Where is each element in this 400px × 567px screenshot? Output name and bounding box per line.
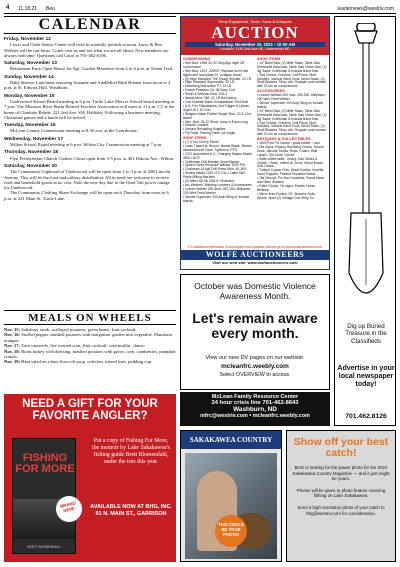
meal-menu: Taco casserole, fire roasted corn, fruit cocktail, corn muffin, churro. [21,343,146,349]
auction-item: • Win. Mod. 94 22 Short, Long or Extra Long [183,119,248,124]
auction-item: • (7) 4 Ton Cherry Picker [183,140,219,145]
auction-kicker: Shop Equipment, Tools, Guns & Antiques [218,19,292,24]
auction-item: • A.H. Fox Philadelphia, 2nd Trigger & Lyman Sight US 1 10 Gun [183,103,249,112]
auction-item: • Old Decoys, Pin Boo Doodlebs, Pencil Meter and Stein Glasses [257,176,325,185]
dv-website[interactable]: mcleanfrc.weebly.com [221,363,289,370]
calendar-entry: Lewis and Clark Senior Center will hold its monthly potluck at noon. Larry & Bea Wellner will be our hosts. Come visit us and see what we are all about. New members are always welcome. Questions call Carol at 701-462-8106. [4,42,169,58]
frc-contact[interactable]: mfrc@westriv.com • mcleanfrc.weebly.com [200,413,310,419]
meal-menu: Stuffed pepper, mashed potatoes with margarine, garden mix vegetable, Mandarin oranges. [4,332,172,343]
spade-icon [343,23,389,313]
auction-item: • Arc Welders, Welding Lumbers & Accessories [183,183,252,187]
classifieds-line-1: Dig up Buried Treasure in the Classifieds [345,323,387,345]
fishing-book-ad [4,394,176,562]
section-label: Beu [46,6,55,12]
meal-item [4,332,176,343]
auction-item: • 1949 Ford Trl. tractor - good rubber - runs [257,141,320,146]
auction-item: • Chainsaw 16 spd Drill Press Mod. 40-160 [183,167,246,172]
auction-column-right [257,57,327,201]
family-resource-center-ad [180,392,330,426]
calendar-day: Tuesday, November 16 [4,123,56,129]
auction-item: • Fitted Clocks, Tin signs, Painter Horse Bellsled [257,184,315,192]
meal-date: Nov. 16: [4,332,21,338]
auction-item: • Speed Creek Pressure Washer 3000 PSI [183,163,246,168]
auction-item: • Carl Gustafs Stads Gevarsfaktori 1916 Bolt [183,99,249,104]
auction-item: • Craftsman Drill Breaker Snow Blower [183,159,240,164]
auction-location: Location: 1140 2nd Ave NE, Underwood ND [220,47,290,51]
catch-paragraph-3: Send a high resolution photo of your catch to bhg@westriv.com for consideration. [297,504,385,516]
calendar-entry: Retirement Party Open House for Sgt. Gordon Maisterre from 2 to 6 p.m. at Totten Trail. [10,66,174,72]
auction-item: • Slate coffee table - heavy, Oak Tables & Chairs - Hutch, drilled oil Crock, Wood Boxes, Gun Cases [257,156,324,169]
dv-line-2: Let's remain aware every month. [192,310,318,341]
frc-city: Washburn, ND [233,406,277,413]
auction-listings [183,57,327,245]
meals-title: MEALS ON WHEELS [4,311,176,325]
auction-item: • Fewen Firearms Co. 36 Navy Colt [183,88,235,93]
meal-date: Nov. 18: [4,348,21,354]
calendar-body [4,37,176,201]
classifieds-ad [334,16,396,426]
auction-item: • (2) High Standard The Shoop Shooter .22 LR [183,76,252,81]
auction-column-left [183,57,253,204]
calendar-entry: McLean County Commission meeting at 8:30 a.m. at the Courthouse. [10,128,138,134]
auction-item: • (2) Miller AE-Nil 200LE Generator [183,179,235,184]
catch-paragraph-1: BHG is looking for the power photo for the 2022 Sakakawea Country Magazine — and it just might be yours. [292,465,390,482]
page-number: 4 [6,5,10,11]
classifieds-line-2: Advertise in your local newspaper today! [337,365,395,389]
calendar-day: Saturday, November 20 [4,163,57,169]
auction-category: SHOP ITEMS [183,136,207,141]
meal-item [4,359,176,364]
frc-hotline: 24 hour crisis line 701-462-8643 [211,400,299,406]
calendar-day: Saturday, November 13 [4,61,57,67]
auction-category: ACCESSORIES [257,89,285,94]
dv-line-5: Select OVERVIEW to access. [219,372,291,378]
auction-item: • Various Reloading Supplies [183,127,226,132]
auction-item: • Lawn Tractor w. Broom, Mower Blade, Blower Attachment for Garb. System w. PTO [183,143,252,152]
auctioneer-name: WOLFE AUCTIONEERS [181,250,329,260]
fishing-availability: AVAILABLE NOW AT BHG, INC. 91 N. MAIN ST., GARRISON [90,504,172,517]
auction-item: • Steiner Superwire 100 Amp Wing w/ include stands [257,100,324,109]
auction-item: • Mossberg Bolt Action PT. 22 LR [183,84,232,89]
auction-category: GUNS/FISHING [183,57,211,61]
calendar-entry: The Community Cupboard of Underwood will be open from 1 to 3 p.m. at 208 Lincoln Avenue. This will be the food and toiletry distribution. All in need are welcome to receive food and household goods at no cost. Note the new day due to the Otter Tail power outage for Underwood. [4,169,171,191]
calendar-day: Friday, November 12 [4,37,51,42]
catch-paragraph-2: Photos will be given to photo feature covering fishing on Lake Sakakawea. [296,487,386,499]
calendar-section [4,16,176,306]
calendar-entry: The Community Clothing Share Exchange will be open each Thursday from noon to 6 p.m. at 221 Main St. Turtle Lake. [4,190,169,201]
calendar-title: CALENDAR [4,16,176,34]
auction-item: • Smithy Midas 1220 LTD 3 in 1 Lathe Drill Press Milling Machine [183,171,245,180]
meal-menu: Ham salad on a bun, broccoli soup, coleslaw, mixed fruit, pudding cup. [21,359,153,365]
calendar-entry: First Presbyterian Church Clothes Closet open from 3-5 p.m. at 401 Dakota Ave., Wilton. [10,155,175,161]
frc-name: McLean Family Resource Center [211,394,299,400]
meal-menu: Roast turkey with dressing, mashed potatoes with gravy, corn, cranberries, pumpkin crunch. [4,348,176,360]
auction-item: • Tool Chests, Grinders, Drill Press, Mult. Sanders, Various Hand Tools, Wood Saws, (2) Shrill Blowers, Shop-Vac, Snapper push mower with 22 ton air compressors [257,120,327,137]
calendar-entry: Baby Shower Luncheon honoring Amanda and AdaBethel Ruth Bohner from noon to 2 p.m. at St. Edwins Hall, Washburn. [4,80,171,91]
meal-date: Nov. 15: [4,327,21,332]
auction-item: • Steiner Superwire 100 Amp Wing w/ include stands [183,194,250,203]
book-title: FISHING FOR MORE [15,452,75,475]
magazine-masthead: SAKAKAWEA COUNTRY [181,431,281,449]
meal-date: Nov. 17: [4,343,21,349]
auction-item: • Smith & Wesson Mod. 22A-1 [183,92,228,97]
auction-item: • Muzzle Loaders [183,123,209,128]
auction-ad [180,16,330,270]
auction-title: AUCTION [211,23,299,42]
auction-item: • Mirror from Funkcy, NT. Workers Tools, Sports, Sport (2) Vintage Curl Sling Tin [257,191,316,200]
auction-date: Saturday, November 20, 2021 • 10:00 AM [185,42,325,47]
auction-item: • Fly Rods, Fishing Poles, Ice Auger [183,131,236,136]
auction-item: • Lincoln Weldan 250 mod. 250-250, Millpower 250 Wire Feed Welder [257,93,325,102]
dv-line-1: October was Domestic Violence Awareness Month. [194,281,316,301]
contact-email[interactable]: leadernews@westriv.com [337,6,394,12]
auction-item: • Turkish Copper Pots, Wood Rocker, Kovelta Hand Puppets, Painted Porcelain Bowls [257,168,324,177]
auction-item: • 14" Band Saw, (2) Miter Saws, Table Saw, Homecraft band saw, Table Saw Chain Saw, (2) Jig Saws, Craftsman & Kobalts Band Saw [257,60,327,73]
book-author: BRETT BLOMENDAHL [27,545,61,549]
calendar-day: Sunday, November 14 [4,74,54,80]
auction-item: • Win Mod. 1894 30-30 Tang App sight 26" round barrel [183,60,245,69]
your-photo-badge: THIS COULD BE YOUR PHOTO! [215,515,247,547]
auction-item: • Old Signs, Pottery, Butchling Crocks, School Desk, Various Trunks, Rods, Chairs, Wall Lamps, Old Tools, Clocks [257,144,324,157]
fishing-headline: NEED A GIFT FOR YOUR FAVORITE ANGLER? [22,398,158,422]
issue-date: 11.18.21 [18,6,38,12]
meal-date: Nov. 19: [4,359,21,365]
meals-body [4,327,176,365]
calendar-entry: Underwood School Board meeting at 6 p.m. Turtle Lake-Mercer School board meeting at 7 p.m. The Missouri River Basin Retired Teachers Association will meet at 11 a.m. CT at the home of Charlotte Rohde, 221 2nd Ave. SW, Halliday. Following a business meeting, Christmas games and a lunch will be served. [4,98,175,120]
auction-item: • Tool Chests, Grinders, Drill Press, Mult. Sanders, Various Hand Tools, Wood Saws, (2) Shrill Blowers, Shop-Vac, Snapper push mower with 22 ton air compressors [257,72,327,89]
page-header [4,2,396,14]
auction-notice: For additional information on this auction and updated pictures go to www.wolfauctioneers.com [188,245,322,249]
auction-category: ANTIQUES & COLLECTIBLES [257,137,311,142]
calendar-entry: Wilton School Board meeting at 6 p.m. Wilton City Commission meeting at 7 p.m. [10,142,163,148]
auction-category: SHOP ITEMS [257,57,281,61]
fishing-description: Put a copy of Fishing For More, the memoir by Lake Sakakawea's fishing guide Brett Blomendahl, under the tree this year. [92,438,170,465]
auction-banner [181,17,329,55]
calendar-day: Wednesday, November 17 [4,136,64,142]
brand-new-badge: BRAND NEW! [53,493,85,525]
calendar-day: Monday, November 15 [4,93,55,99]
auction-item: • Belgium Made Flobert Single Shot .22 & 12ct. Barrel [183,111,252,120]
auction-website[interactable]: Visit our web site: www.wolfauctioneers.com [212,260,298,265]
auction-item: • Win Mod. 1873 .32WCF Replace-ment rear sights and front plate 24" octagon barrel [183,68,249,77]
auction-item: • CDC Automotive A.C. Charging Station Model 3900 / ACS [183,151,252,160]
dv-awareness-ad [180,274,330,390]
catch-headline: Show off your best catch! [293,436,389,459]
meal-item [4,349,176,360]
auction-item: • High Standard Supermatic .22 LR [183,80,235,85]
sakakawea-magazine-ad [180,430,282,562]
auction-footer [181,245,329,269]
best-catch-ad [286,430,396,562]
calendar-day: Thursday, November 18 [4,150,59,156]
auction-item: • Lincoln Welder 250 Amd. 250-250, Millpower 225 Wire Feed Welder [183,186,251,195]
classifieds-phone: 701.462.8126 [345,413,387,420]
dv-line-3: View our new DV pages on our website. [205,355,305,361]
meal-menu: Salisbury steak, scalloped potatoes, green beans, fruit cocktail. [21,327,137,332]
auction-item: • Wards Mod. 04B .22 LR Bolt Action [183,96,237,101]
meals-on-wheels-section [4,310,176,392]
auction-item: • 14" Band Saw, (2) Miter Saws, Table Saw, Homecraft band saw, Table Saw Chain Saw, (2) Jig Saws, Craftsman & Kobalts Band Saw [257,108,327,121]
